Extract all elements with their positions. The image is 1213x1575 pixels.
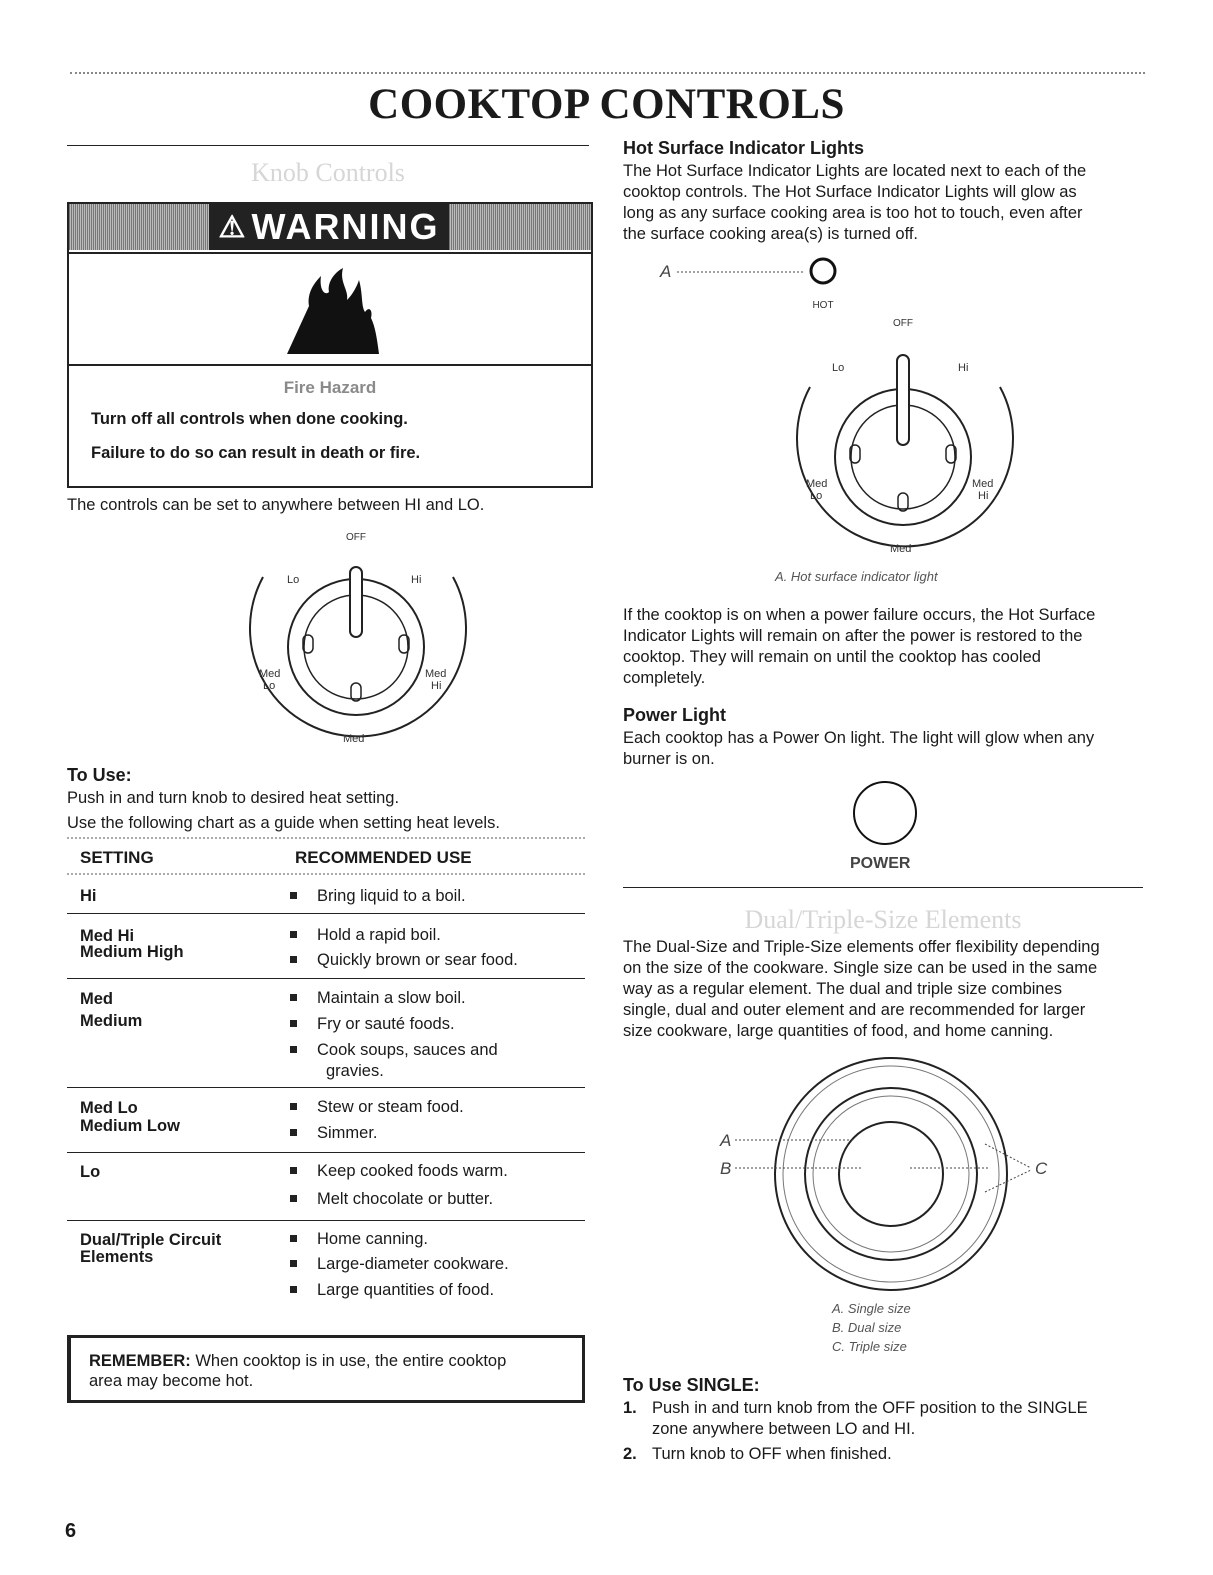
knob-med-label: Med <box>343 733 365 745</box>
dual-triple-paragraph: The Dual-Size and Triple-Size elements offer flexibility depending on the size of the cookware. Single size can be used in the same way as a regular element. The dual and triple size combines single, dual and outer element and are recommended for larger size cookware, large quantities of food, and home canning. <box>623 938 1100 1040</box>
power-light-icon <box>850 778 920 848</box>
svg-text:Med: Med <box>890 543 912 555</box>
table-row: Med Hi <box>80 927 135 945</box>
hot-indicator-light <box>811 259 835 283</box>
power-light-paragraph: Each cooktop has a Power On light. The light will glow when any burner is on. <box>623 729 1095 768</box>
table-header-use: RECOMMENDED USE <box>295 848 472 867</box>
step-1: Push in and turn knob from the OFF position to the SINGLE zone anywhere between LO and HI. <box>652 1399 1088 1438</box>
svg-text:Lo: Lo <box>263 680 276 692</box>
svg-text:HOT: HOT <box>812 300 834 311</box>
page-title: COOKTOP CONTROLS <box>368 81 845 128</box>
svg-text:Med: Med <box>259 668 281 680</box>
knob-controls-heading: Knob Controls <box>251 158 405 187</box>
page-number: 6 <box>65 1520 77 1542</box>
knob-lo-label: Lo <box>287 574 300 586</box>
svg-text:Med: Med <box>425 668 447 680</box>
fire-hazard-title: Fire Hazard <box>283 378 377 397</box>
label-dual: B <box>720 1159 732 1178</box>
knob-off-label: OFF <box>346 532 366 543</box>
to-use-line-1: Push in and turn knob to desired heat setting. <box>67 789 400 807</box>
svg-text:Hi: Hi <box>958 362 969 374</box>
warning-line-2: Failure to do so can result in death or fire. <box>91 444 421 462</box>
to-use-heading: To Use: <box>67 765 132 785</box>
table-row: Lo <box>80 1163 101 1181</box>
svg-text:Med: Med <box>806 478 828 490</box>
power-failure-paragraph: If the cooktop is on when a power failure occurs, the Hot Surface Indicator Lights will remain on after the power is restored to the cooktop. They will remain on until the cooktop has cooled completely. <box>623 606 1096 687</box>
warning-box <box>67 202 593 488</box>
table-row: Med <box>80 990 113 1008</box>
label-triple: C <box>1035 1159 1048 1178</box>
to-use-single-heading: To Use SINGLE: <box>623 1375 760 1395</box>
table-header-setting: SETTING <box>80 848 154 867</box>
svg-text:Lo: Lo <box>832 362 845 374</box>
hot-surface-paragraph: The Hot Surface Indicator Lights are located next to each of the cooktop controls. The Hot Surface Indicator Lights will glow as long as any surface cooking area is too hot to touch, even after the surface cooking area(s) is turned off. <box>623 162 1087 243</box>
table-row: Med Lo <box>80 1099 138 1117</box>
element-diagram <box>715 1050 1065 1295</box>
warning-line-1: Turn off all controls when done cooking. <box>91 410 408 428</box>
warning-banner-label: WARNING <box>251 206 440 247</box>
svg-text:OFF: OFF <box>893 318 913 329</box>
label-a: A <box>660 262 672 281</box>
to-use-line-2: Use the following chart as a guide when setting heat levels. <box>67 814 500 832</box>
warning-triangle-icon: ⚠ <box>218 210 248 244</box>
table-row: Dual/Triple Circuit <box>80 1231 222 1249</box>
knob-diagram <box>235 525 475 765</box>
hot-surface-knob-diagram <box>655 252 1035 572</box>
svg-text:Hi: Hi <box>431 680 442 692</box>
table-row: Hi <box>80 887 97 905</box>
dual-triple-heading: Dual/Triple-Size Elements <box>744 905 1022 934</box>
section-rule <box>67 145 589 146</box>
warning-banner <box>69 204 591 250</box>
element-captions: A. Single size B. Dual size C. Triple size <box>832 1301 911 1354</box>
power-light-heading: Power Light <box>623 705 726 725</box>
top-dotted-rule <box>70 72 1145 74</box>
knob-hi-label: Hi <box>411 574 422 586</box>
label-single: A <box>720 1131 732 1150</box>
remember-box: REMEMBER: When cooktop is in use, the entire cooktop area may become hot. <box>67 1335 585 1403</box>
svg-text:Lo: Lo <box>810 490 823 502</box>
remember-label: REMEMBER: <box>89 1352 191 1370</box>
power-label: POWER <box>850 855 911 872</box>
fire-icon <box>279 266 389 356</box>
hot-surface-heading: Hot Surface Indicator Lights <box>623 138 865 158</box>
controls-intro: The controls can be set to anywhere between HI and LO. <box>67 496 485 514</box>
hot-figure-caption: A. Hot surface indicator light <box>775 569 938 584</box>
svg-text:Med: Med <box>972 478 994 490</box>
step-2: Turn knob to OFF when finished. <box>652 1445 892 1463</box>
svg-text:Hi: Hi <box>978 490 989 502</box>
